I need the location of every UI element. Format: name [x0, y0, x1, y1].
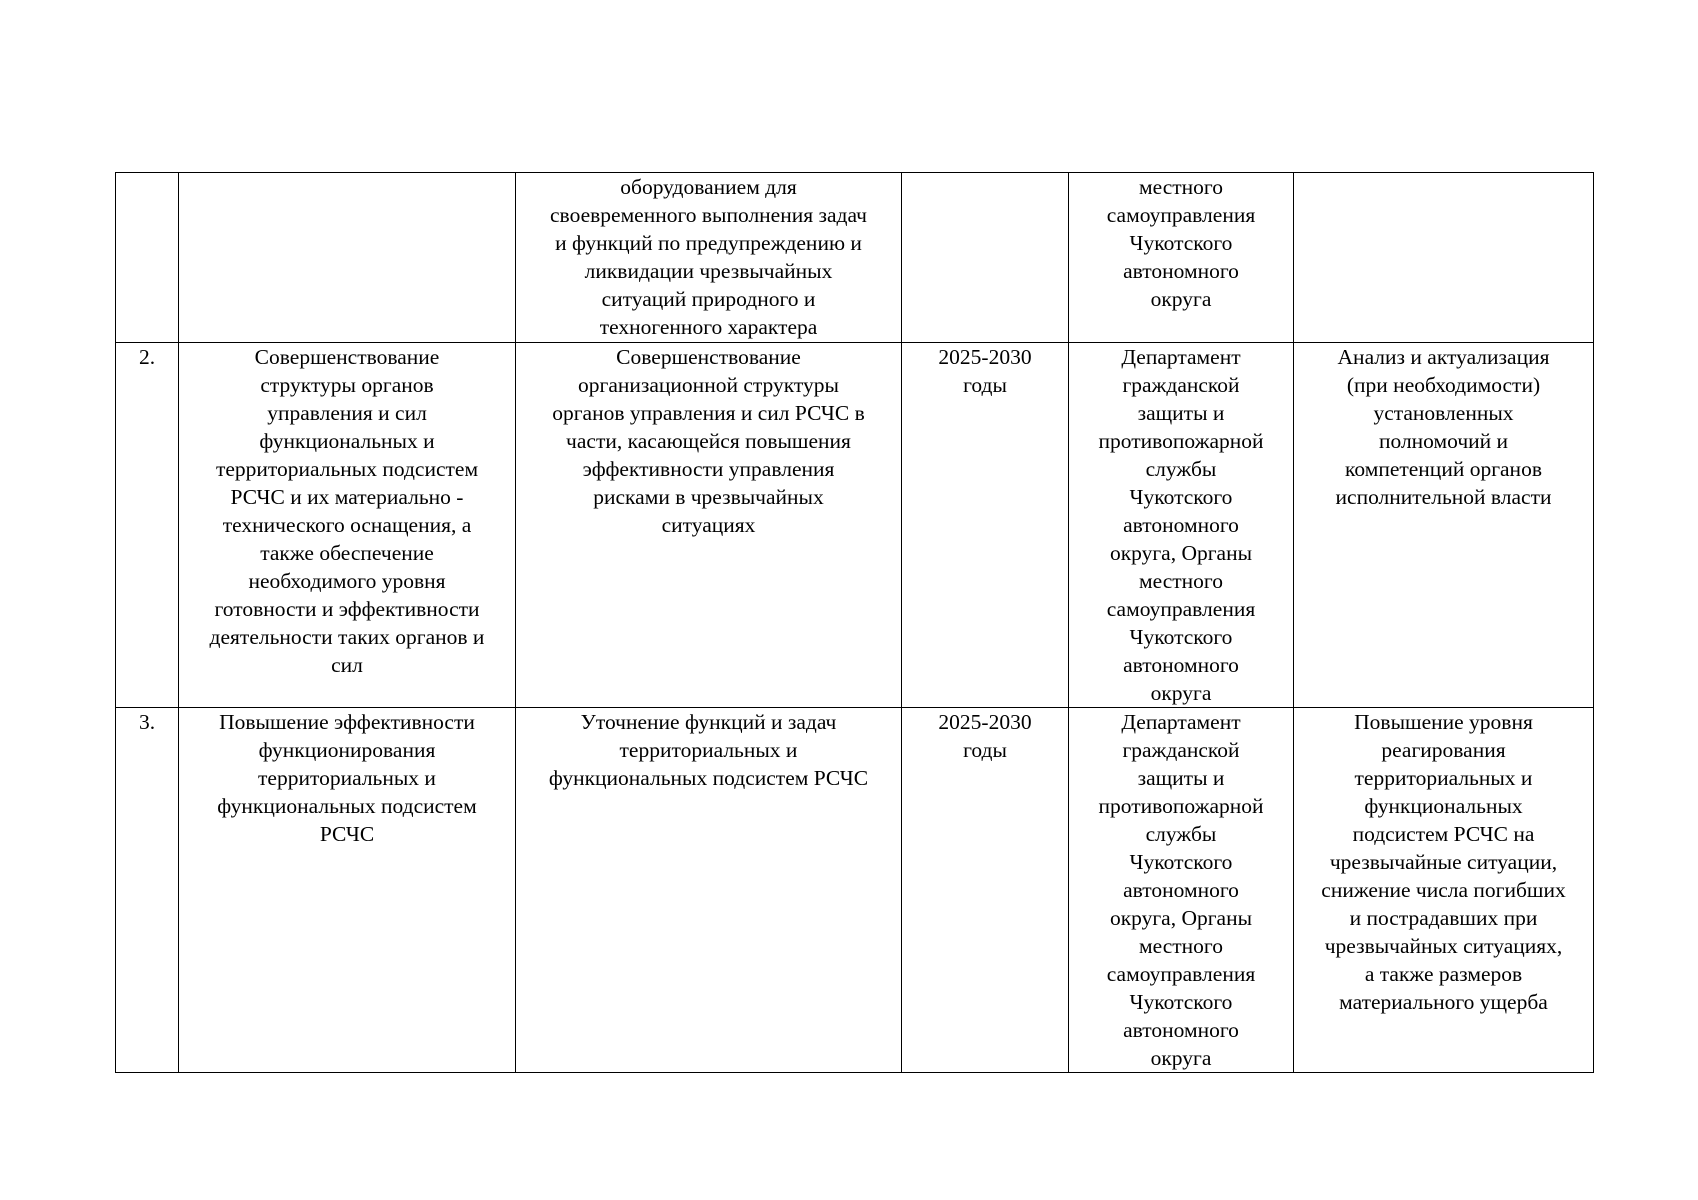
executor-cell: местного самоуправления Чукотского автономного округа: [1069, 173, 1294, 343]
result-cell: [1294, 173, 1594, 343]
measure-cell: оборудованием для своевременного выполнения задач и функций по предупреждению и ликвидации чрезвычайных ситуаций природного и техногенного характера: [516, 173, 902, 343]
row-number-cell: 2.: [116, 343, 179, 708]
row-number-cell: [116, 173, 179, 343]
direction-cell: Повышение эффективности функционирования территориальных и функциональных подсистем РСЧС: [179, 708, 516, 1073]
executor-cell: Департамент гражданской защиты и противопожарной службы Чукотского автономного округа, Органы местного самоуправления Чукотского автономного округа: [1069, 343, 1294, 708]
measures-table: [115, 172, 1594, 1073]
table-row: [116, 708, 1594, 1073]
period-cell: 2025-2030 годы: [902, 343, 1069, 708]
measure-cell: Совершенствование организационной структуры органов управления и сил РСЧС в части, касающейся повышения эффективности управления рисками в чрезвычайных ситуациях: [516, 343, 902, 708]
table-row: [116, 343, 1594, 708]
result-cell: Повышение уровня реагирования территориальных и функциональных подсистем РСЧС на чрезвычайные ситуации, снижение числа погибших и пострадавших при чрезвычайных ситуациях, а также размеров материального ущерба: [1294, 708, 1594, 1073]
period-cell: [902, 173, 1069, 343]
executor-cell: Департамент гражданской защиты и противопожарной службы Чукотского автономного округа, Органы местного самоуправления Чукотского автономного округа: [1069, 708, 1294, 1073]
period-cell: 2025-2030 годы: [902, 708, 1069, 1073]
direction-cell: Совершенствование структуры органов управления и сил функциональных и территориальных подсистем РСЧС и их материально - технического оснащения, а также обеспечение необходимого уровня готовности и эффективности деятельности таких органов и сил: [179, 343, 516, 708]
table-row: [116, 173, 1594, 343]
direction-cell: [179, 173, 516, 343]
result-cell: Анализ и актуализация (при необходимости) установленных полномочий и компетенций органов исполнительной власти: [1294, 343, 1594, 708]
measure-cell: Уточнение функций и задач территориальных и функциональных подсистем РСЧС: [516, 708, 902, 1073]
row-number-cell: 3.: [116, 708, 179, 1073]
